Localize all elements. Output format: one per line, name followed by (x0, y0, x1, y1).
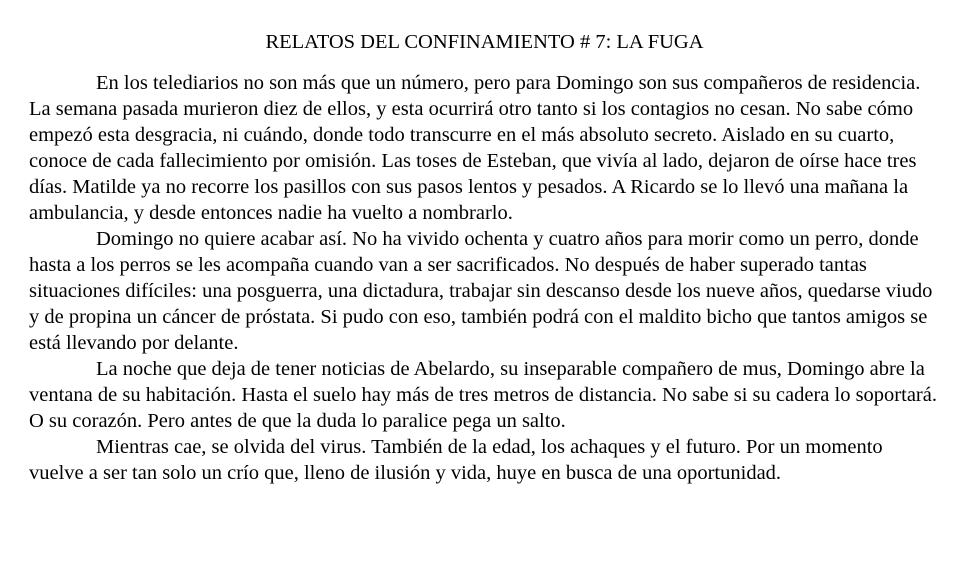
document-title: RELATOS DEL CONFINAMIENTO # 7: LA FUGA (265, 31, 704, 53)
paragraph-4: Mientras cae, se olvida del virus. También de la edad, los achaques y el futuro. Por un momento vuelve a ser tan solo un crío que, lleno de ilusión y vida, huye en busca de una oportunidad. (29, 436, 883, 484)
paragraph-2: Domingo no quiere acabar así. No ha vivido ochenta y cuatro años para morir como un perro, donde hasta a los perros se les acompaña cuando van a ser sacrificados. No después de haber superado tantas situaciones difíciles: una posguerra, una dictadura, trabajar sin descanso desde los nueve años, quedarse viudo y de propina un cáncer de próstata. Si pudo con eso, también podrá con el maldito bicho que tantos amigos se está llevando por delante. (29, 228, 933, 354)
paragraph-3: La noche que deja de tener noticias de Abelardo, su inseparable compañero de mus, Domingo abre la ventana de su habitación. Hasta el suelo hay más de tres metros de distancia. No sabe si su cadera lo soportará. O su corazón. Pero antes de que la duda lo paralice pega un salto. (29, 358, 937, 432)
paragraph-1: En los telediarios no son más que un número, pero para Domingo son sus compañeros de residencia. La semana pasada murieron diez de ellos, y esta ocurrirá otro tanto si los contagios no cesan. No sabe cómo empezó esta desgracia, ni cuándo, donde todo transcurre en el más absoluto secreto. Aislado en su cuarto, conoce de cada fallecimiento por omisión. Las toses de Esteban, que vivía al lado, dejaron de oírse hace tres días. Matilde ya no recorre los pasillos con sus pasos lentos y pesados. A Ricardo se lo llevó una mañana la ambulancia, y desde entonces nadie ha vuelto a nombrarlo. (29, 72, 921, 224)
